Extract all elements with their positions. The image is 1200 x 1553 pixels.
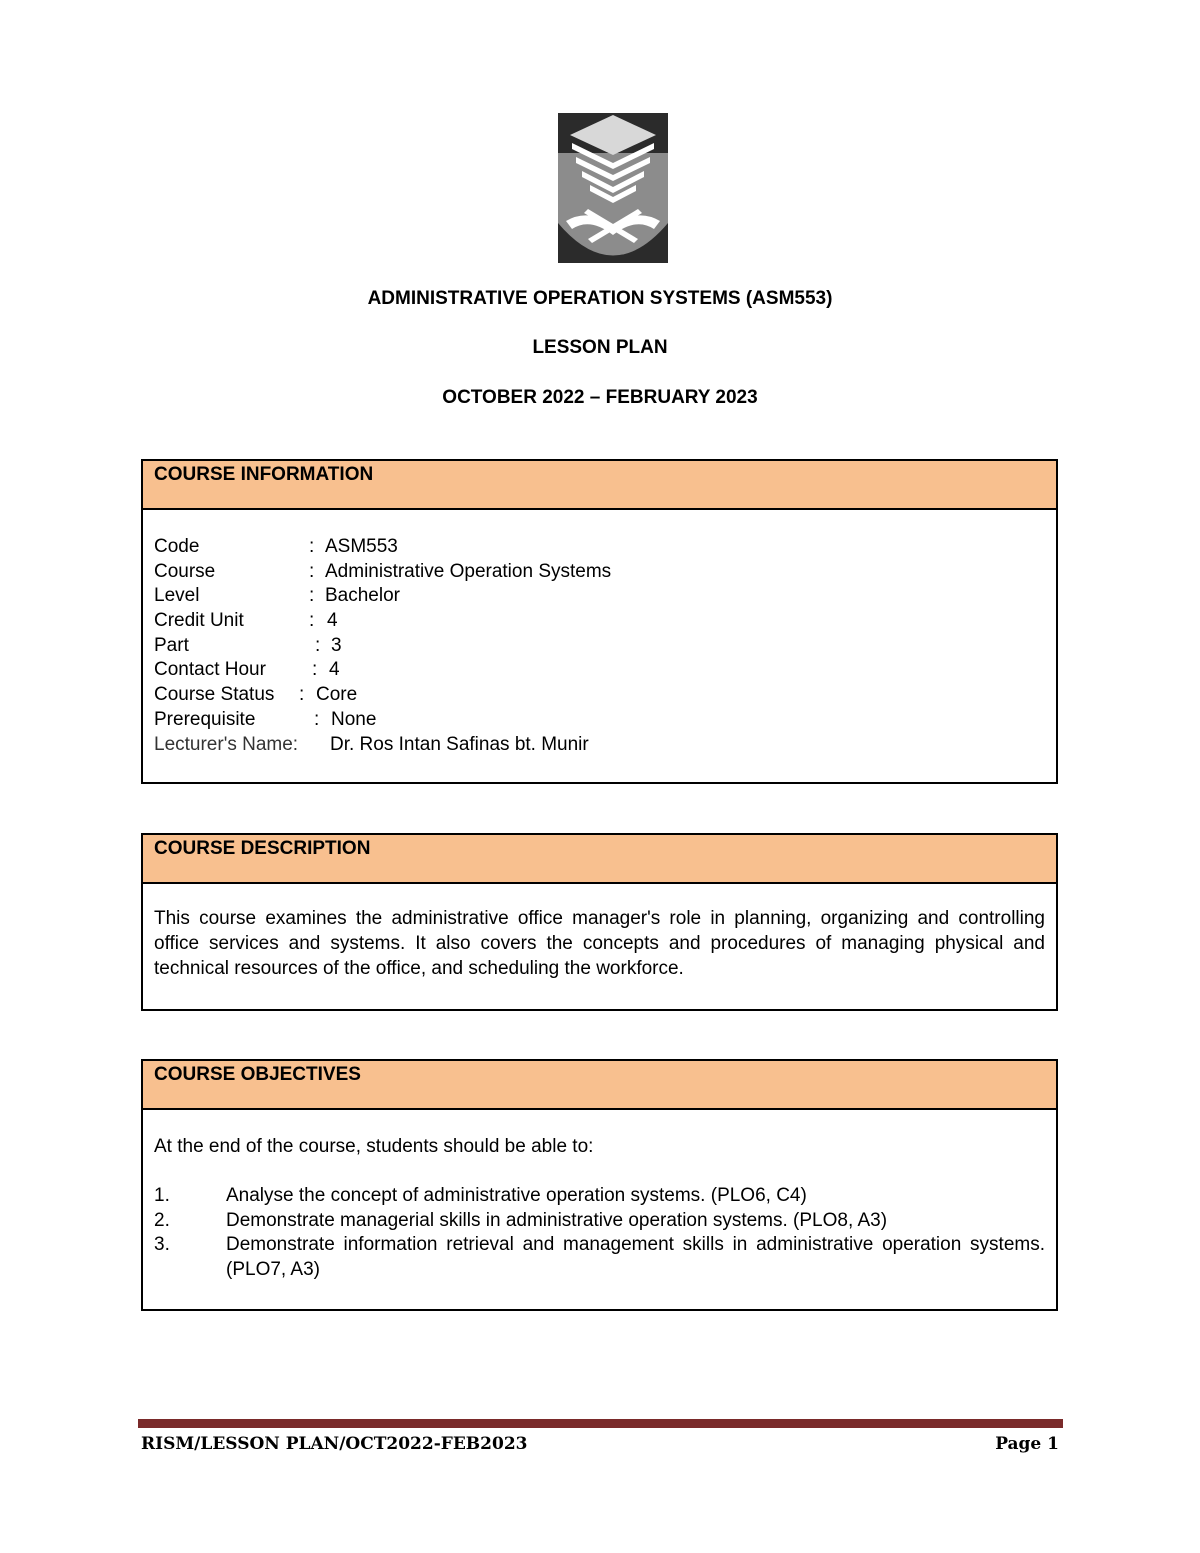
objectives-intro: At the end of the course, students should be able to: xyxy=(154,1136,594,1157)
info-value: 4 xyxy=(327,610,338,632)
info-label: Part xyxy=(154,634,189,656)
info-label: Course Status xyxy=(154,684,275,706)
info-value: Core xyxy=(316,684,358,706)
info-label: Credit Unit xyxy=(154,610,244,632)
info-value: Bachelor xyxy=(325,585,400,607)
info-label: Lecturer's Name: xyxy=(154,733,299,755)
info-label: Course xyxy=(154,560,216,582)
objective-number: 1. xyxy=(154,1185,170,1206)
info-label: Level xyxy=(154,585,200,607)
course-information-section xyxy=(141,459,1058,784)
info-row-prerequisite xyxy=(154,708,1045,733)
objective-text: Demonstrate information retrieval and management skills in administrative operation systems. (PLO7, A3) xyxy=(226,1234,1045,1280)
info-value: ASM553 xyxy=(325,536,398,557)
info-value: 3 xyxy=(331,634,342,656)
course-objectives-section xyxy=(141,1059,1058,1311)
info-row-part xyxy=(154,634,1045,659)
course-objectives-heading: COURSE OBJECTIVES xyxy=(143,1061,1056,1110)
page-number: Page 1 xyxy=(995,1434,1059,1454)
objective-item xyxy=(154,1233,1045,1282)
course-information-heading: COURSE INFORMATION xyxy=(143,461,1056,510)
info-row-level xyxy=(154,584,1045,609)
objective-text: Demonstrate managerial skills in administrative operation systems. (PLO8, A3) xyxy=(226,1209,888,1231)
course-description-body xyxy=(143,884,1056,981)
info-colon: : xyxy=(309,610,315,632)
university-logo xyxy=(558,113,668,263)
info-row-credit-unit xyxy=(154,609,1045,634)
info-row-course xyxy=(154,560,1045,585)
objective-item xyxy=(154,1209,1045,1234)
info-row-lecturer xyxy=(154,733,1045,758)
info-colon: : xyxy=(315,634,321,656)
info-row-code xyxy=(154,535,1045,560)
objectives-list xyxy=(154,1184,1045,1282)
footer-reference: RISM/LESSON PLAN/OCT2022-FEB2023 xyxy=(141,1434,528,1454)
info-value: Dr. Ros Intan Safinas bt. Munir xyxy=(330,733,589,755)
info-value: None xyxy=(331,708,377,730)
footer-divider xyxy=(138,1419,1063,1428)
course-description-section xyxy=(141,833,1058,1011)
course-objectives-body xyxy=(143,1110,1056,1282)
info-colon: : xyxy=(312,659,318,681)
course-title: ADMINISTRATIVE OPERATION SYSTEMS (ASM553) xyxy=(367,288,833,309)
course-description-heading: COURSE DESCRIPTION xyxy=(143,835,1056,884)
info-label: Prerequisite xyxy=(154,708,256,730)
info-value: Administrative Operation Systems xyxy=(325,560,612,582)
info-colon: : xyxy=(314,708,320,730)
info-row-course-status xyxy=(154,683,1045,708)
objective-text: Analyse the concept of administrative operation systems. (PLO6, C4) xyxy=(226,1185,807,1206)
objective-number: 3. xyxy=(154,1234,170,1255)
info-value: 4 xyxy=(329,659,340,681)
info-row-contact-hour xyxy=(154,658,1045,683)
info-colon: : xyxy=(309,536,315,557)
document-type: LESSON PLAN xyxy=(532,337,668,358)
course-description-text: This course examines the administrative office manager's role in planning, organizing and controlling office services and systems. It also covers the concepts and procedures of managing physical and technical resources of the office, and scheduling the workforce. xyxy=(154,908,1045,979)
info-colon: : xyxy=(299,684,305,706)
objective-number: 2. xyxy=(154,1209,170,1231)
info-colon: : xyxy=(309,560,315,582)
objective-item xyxy=(154,1184,1045,1209)
course-information-table xyxy=(143,510,1056,757)
info-label: Contact Hour xyxy=(154,659,266,681)
session-period: OCTOBER 2022 – FEBRUARY 2023 xyxy=(442,387,758,408)
info-label: Code xyxy=(154,536,200,557)
info-colon: : xyxy=(309,585,315,607)
